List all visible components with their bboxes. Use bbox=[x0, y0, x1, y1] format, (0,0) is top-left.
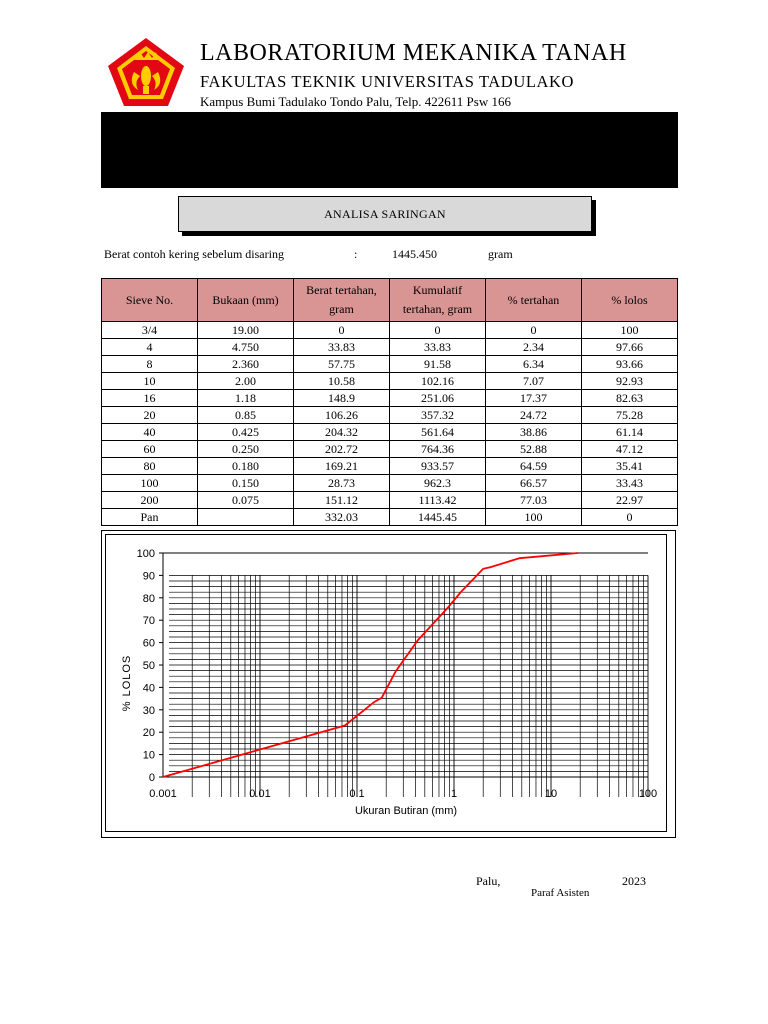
cell-percent-retained: 66.57 bbox=[486, 475, 582, 492]
cell-weight-retained: 28.73 bbox=[294, 475, 390, 492]
x-tick-label: 0.01 bbox=[249, 788, 271, 800]
cell-percent-retained: 0 bbox=[486, 322, 582, 339]
cell-percent-retained: 17.37 bbox=[486, 390, 582, 407]
cell-opening: 0.075 bbox=[198, 492, 294, 509]
cell-weight-retained: 204.32 bbox=[294, 424, 390, 441]
cell-sieve-no: 10 bbox=[102, 373, 198, 390]
header-percent-passing: % lolos bbox=[582, 279, 678, 322]
cell-percent-retained: 38.86 bbox=[486, 424, 582, 441]
cell-cumulative-retained: 962.3 bbox=[390, 475, 486, 492]
cell-cumulative-retained: 1445.45 bbox=[390, 509, 486, 526]
cell-cumulative-retained: 1113.42 bbox=[390, 492, 486, 509]
cell-percent-passing: 75.28 bbox=[582, 407, 678, 424]
header-cumulative-retained: Kumulatif tertahan, gram bbox=[390, 279, 486, 322]
cell-sieve-no: 60 bbox=[102, 441, 198, 458]
cell-opening: 1.18 bbox=[198, 390, 294, 407]
cell-percent-passing: 97.66 bbox=[582, 339, 678, 356]
sample-weight-separator: : bbox=[354, 247, 358, 261]
y-tick-label: 70 bbox=[142, 615, 155, 628]
y-tick-label: 0 bbox=[148, 772, 155, 784]
cell-percent-passing: 82.63 bbox=[582, 390, 678, 407]
cell-percent-passing: 100 bbox=[582, 322, 678, 339]
cell-opening: 0.180 bbox=[198, 458, 294, 475]
cell-cumulative-retained: 102.16 bbox=[390, 373, 486, 390]
header-opening: Bukaan (mm) bbox=[198, 279, 294, 322]
header-sieve-no: Sieve No. bbox=[102, 279, 198, 322]
cell-opening: 2.00 bbox=[198, 373, 294, 390]
cell-percent-retained: 64.59 bbox=[486, 458, 582, 475]
y-tick-label: 40 bbox=[142, 682, 155, 695]
cell-opening: 0.425 bbox=[198, 424, 294, 441]
header-percent-retained: % tertahan bbox=[486, 279, 582, 322]
y-tick-label: 100 bbox=[136, 548, 155, 560]
signature-year: 2023 bbox=[622, 874, 646, 888]
cell-weight-retained: 106.26 bbox=[294, 407, 390, 424]
cell-sieve-no: Pan bbox=[102, 509, 198, 526]
cell-weight-retained: 202.72 bbox=[294, 441, 390, 458]
cell-sieve-no: 3/4 bbox=[102, 322, 198, 339]
y-tick-label: 80 bbox=[142, 592, 155, 605]
cell-sieve-no: 20 bbox=[102, 407, 198, 424]
cell-percent-retained: 6.34 bbox=[486, 356, 582, 373]
cell-opening: 4.750 bbox=[198, 339, 294, 356]
cell-percent-retained: 52.88 bbox=[486, 441, 582, 458]
x-axis-label: Ukuran Butiran (mm) bbox=[354, 805, 458, 817]
cell-weight-retained: 57.75 bbox=[294, 356, 390, 373]
cell-cumulative-retained: 933.57 bbox=[390, 458, 486, 475]
signature-place: Palu, bbox=[476, 874, 501, 888]
y-tick-label: 60 bbox=[142, 637, 155, 650]
x-tick-label: 10 bbox=[544, 788, 558, 800]
y-tick-label: 50 bbox=[142, 660, 155, 672]
signature-label: Paraf Asisten bbox=[531, 887, 590, 899]
cell-opening: 0.85 bbox=[198, 407, 294, 424]
cell-weight-retained: 332.03 bbox=[294, 509, 390, 526]
cell-percent-retained: 77.03 bbox=[486, 492, 582, 509]
x-tick-label: 100 bbox=[638, 788, 658, 800]
address: Kampus Bumi Tadulako Tondo Palu, Telp. 422611 Psw 166 bbox=[200, 94, 511, 109]
cell-weight-retained: 169.21 bbox=[294, 458, 390, 475]
sample-weight-value: 1445.450 bbox=[392, 247, 437, 261]
x-tick-label: 0.1 bbox=[349, 788, 365, 800]
cell-opening: 0.250 bbox=[198, 441, 294, 458]
faculty-name: FAKULTAS TEKNIK UNIVERSITAS TADULAKO bbox=[200, 72, 575, 91]
cell-percent-retained: 7.07 bbox=[486, 373, 582, 390]
cell-sieve-no: 100 bbox=[102, 475, 198, 492]
cell-cumulative-retained: 0 bbox=[390, 322, 486, 339]
cell-percent-retained: 24.72 bbox=[486, 407, 582, 424]
header-weight-retained: Berat tertahan, gram bbox=[294, 279, 390, 322]
lab-title: LABORATORIUM MEKANIKA TANAH bbox=[200, 40, 627, 66]
cell-cumulative-retained: 764.36 bbox=[390, 441, 486, 458]
cell-percent-passing: 33.43 bbox=[582, 475, 678, 492]
section-title: ANALISA SARINGAN bbox=[178, 196, 592, 232]
cell-percent-passing: 47.12 bbox=[582, 441, 678, 458]
cell-cumulative-retained: 561.64 bbox=[390, 424, 486, 441]
y-tick-label: 30 bbox=[142, 704, 155, 717]
cell-cumulative-retained: 33.83 bbox=[390, 339, 486, 356]
cell-weight-retained: 0 bbox=[294, 322, 390, 339]
y-tick-label: 90 bbox=[142, 570, 155, 583]
y-tick-label: 20 bbox=[142, 727, 155, 740]
cell-percent-passing: 35.41 bbox=[582, 458, 678, 475]
cell-weight-retained: 151.12 bbox=[294, 492, 390, 509]
cell-percent-passing: 93.66 bbox=[582, 356, 678, 373]
cell-sieve-no: 8 bbox=[102, 356, 198, 373]
cell-weight-retained: 148.9 bbox=[294, 390, 390, 407]
cell-percent-passing: 22.97 bbox=[582, 492, 678, 509]
cell-opening: 19.00 bbox=[198, 322, 294, 339]
cell-sieve-no: 200 bbox=[102, 492, 198, 509]
cell-percent-retained: 2.34 bbox=[486, 339, 582, 356]
chart-grid bbox=[163, 553, 648, 797]
sample-weight-label: Berat contoh kering sebelum disaring bbox=[104, 247, 284, 261]
y-tick-label: 10 bbox=[142, 749, 155, 762]
cell-sieve-no: 40 bbox=[102, 424, 198, 441]
cell-sieve-no: 4 bbox=[102, 339, 198, 356]
cell-sieve-no: 80 bbox=[102, 458, 198, 475]
cell-cumulative-retained: 357.32 bbox=[390, 407, 486, 424]
x-tick-label: 0.001 bbox=[149, 788, 177, 800]
cell-weight-retained: 10.58 bbox=[294, 373, 390, 390]
cell-percent-passing: 61.14 bbox=[582, 424, 678, 441]
cell-weight-retained: 33.83 bbox=[294, 339, 390, 356]
cell-cumulative-retained: 91.58 bbox=[390, 356, 486, 373]
y-axis-label: % LOLOS bbox=[121, 654, 133, 712]
cell-opening: 0.150 bbox=[198, 475, 294, 492]
cell-sieve-no: 16 bbox=[102, 390, 198, 407]
sample-weight-unit: gram bbox=[488, 247, 513, 261]
cell-percent-passing: 0 bbox=[582, 509, 678, 526]
cell-cumulative-retained: 251.06 bbox=[390, 390, 486, 407]
cell-percent-passing: 92.93 bbox=[582, 373, 678, 390]
cell-percent-retained: 100 bbox=[486, 509, 582, 526]
x-tick-label: 1 bbox=[450, 788, 458, 800]
cell-opening: 2.360 bbox=[198, 356, 294, 373]
